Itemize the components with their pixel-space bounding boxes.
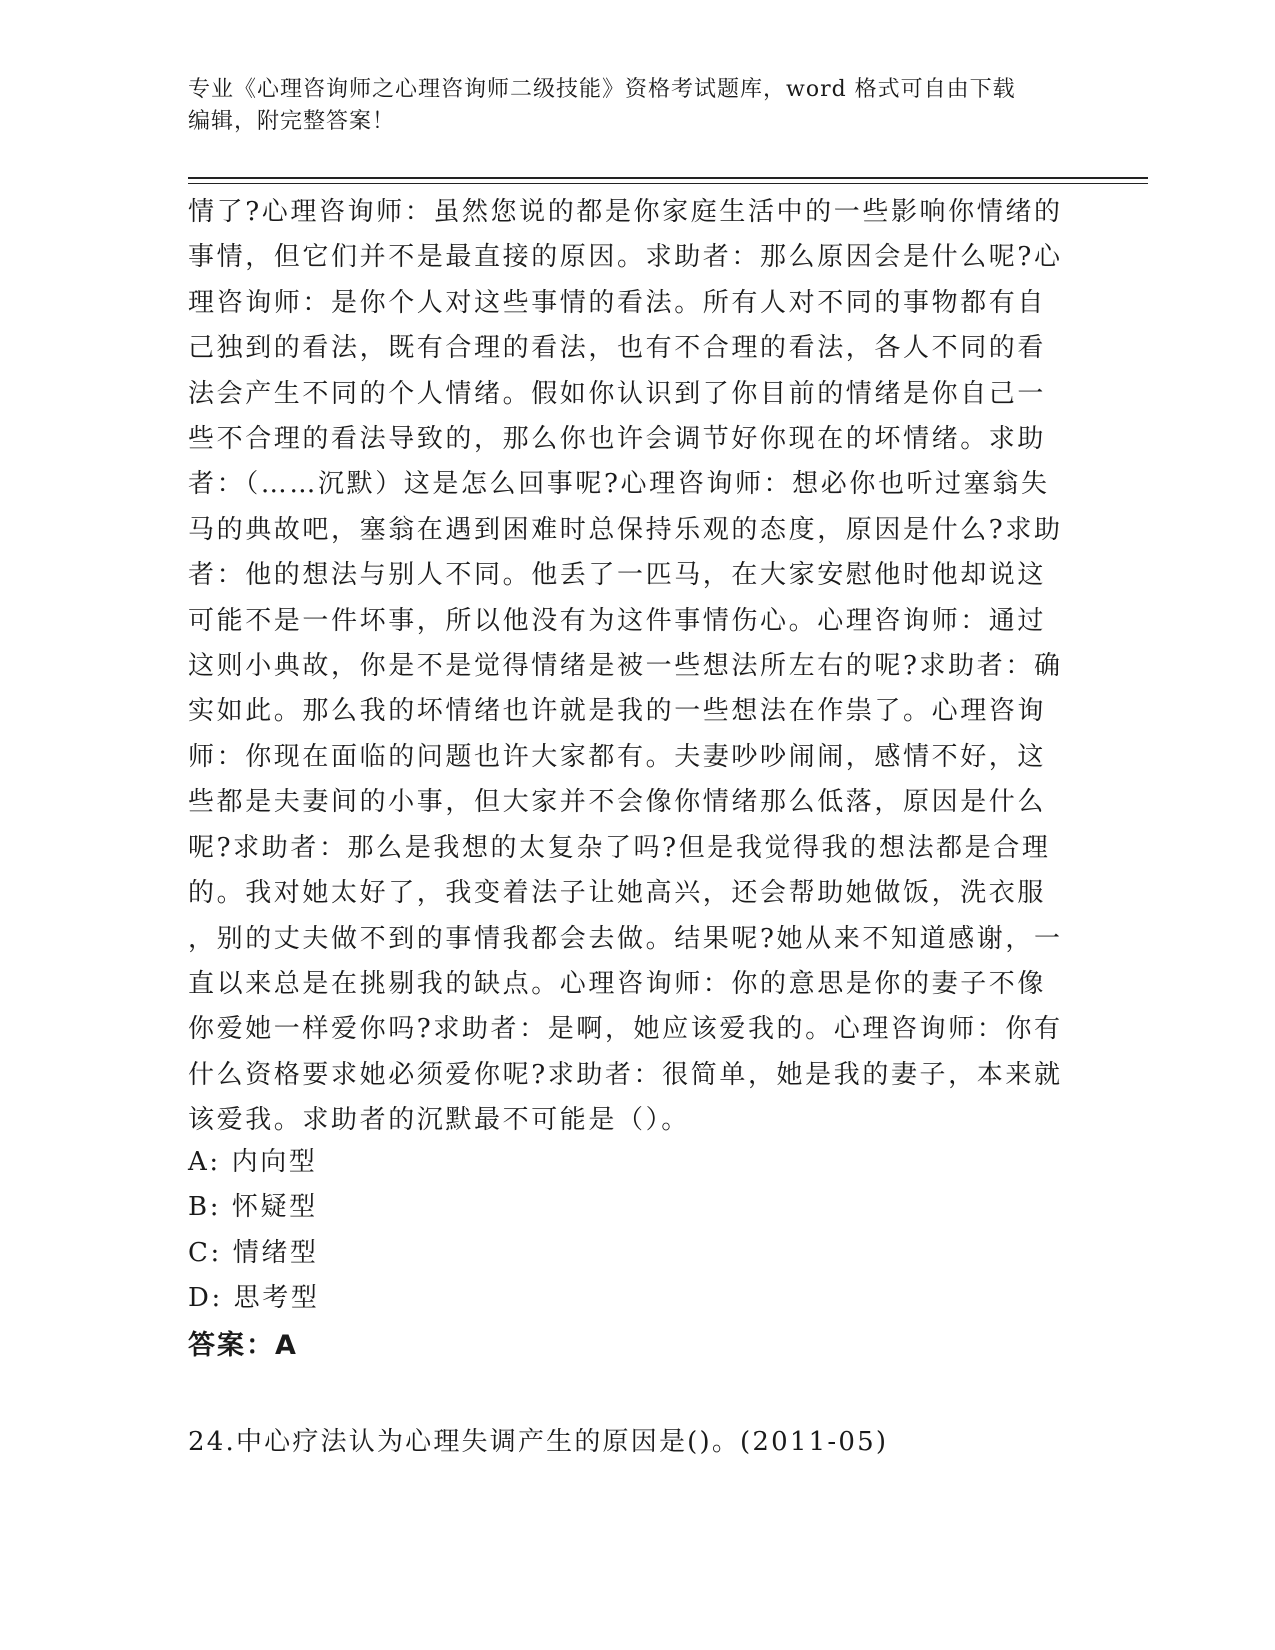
answer-options: [188, 1140, 319, 1322]
passage-line: 直以来总是在挑剔我的缺点。心理咨询师：你的意思是你的妻子不像: [188, 968, 1047, 999]
passage-line: 实如此。那么我的坏情绪也许就是我的一些想法在作祟了。心理咨询: [188, 696, 1047, 727]
header-divider-thick: [188, 177, 1148, 179]
answer-label: 答案：A: [188, 1330, 298, 1361]
passage-line: 些都是夫妻间的小事，但大家并不会像你情绪那么低落，原因是什么: [188, 787, 1047, 818]
passage-line: 理咨询师：是你个人对这些事情的看法。所有人对不同的事物都有自: [188, 287, 1047, 318]
option-a: A: 内向型: [188, 1147, 318, 1177]
passage-line: 者：他的想法与别人不同。他丢了一匹马，在大家安慰他时他却说这: [188, 560, 1047, 591]
header-line-2: 编辑，附完整答案！: [188, 109, 396, 134]
passage-line: 法会产生不同的个人情绪。假如你认识到了你目前的情绪是你自己一: [188, 378, 1047, 409]
passage-line: 师：你现在面临的问题也许大家都有。夫妻吵吵闹闹，感情不好，这: [188, 741, 1047, 772]
passage-line: 些不合理的看法导致的，那么你也许会调节好你现在的坏情绪。求助: [188, 424, 1047, 455]
header-divider-thin: [188, 183, 1148, 184]
passage-line: 己独到的看法，既有合理的看法，也有不合理的看法，各人不同的看: [188, 333, 1047, 364]
option-d: D: 思考型: [188, 1283, 320, 1314]
option-b: B: 怀疑型: [188, 1192, 318, 1223]
passage-line: 者：（……沉默）这是怎么回事呢?心理咨询师：想必你也听过塞翁失: [188, 469, 1050, 500]
passage-line: 该爱我。求助者的沉默最不可能是（）。: [188, 1105, 690, 1136]
option-c: C: 情绪型: [188, 1237, 319, 1268]
passage-line: ，别的丈夫做不到的事情我都会去做。结果呢?她从来不知道感谢，一: [188, 923, 1063, 954]
passage-line: 这则小典故，你是不是觉得情绪是被一些想法所左右的呢?求助者：确: [188, 651, 1063, 682]
header-line-1: 专业《心理咨询师之心理咨询师二级技能》资格考试题库，word 格式可自由下载: [188, 77, 1016, 102]
passage-line: 马的典故吧，塞翁在遇到困难时总保持乐观的态度，原因是什么?求助: [188, 514, 1063, 545]
document-header: [188, 74, 1088, 138]
passage-line: 情了?心理咨询师：虽然您说的都是你家庭生活中的一些影响你情绪的: [188, 197, 1063, 227]
question-passage: [188, 190, 1088, 1144]
passage-line: 呢?求助者：那么是我想的太复杂了吗?但是我觉得我的想法都是合理: [188, 832, 1051, 863]
passage-line: 可能不是一件坏事，所以他没有为这件事情伤心。心理咨询师：通过: [188, 605, 1047, 636]
next-question: 24.中心疗法认为心理失调产生的原因是()。(2011-05): [188, 1427, 889, 1457]
passage-line: 什么资格要求她必须爱你呢?求助者：很简单，她是我的妻子，本来就: [188, 1059, 1063, 1090]
passage-line: 的。我对她太好了，我变着法子让她高兴，还会帮助她做饭，洗衣服: [188, 878, 1047, 909]
passage-line: 事情，但它们并不是最直接的原因。求助者：那么原因会是什么呢?心: [188, 242, 1063, 273]
passage-line: 你爱她一样爱你吗?求助者：是啊，她应该爱我的。心理咨询师：你有: [188, 1014, 1063, 1045]
